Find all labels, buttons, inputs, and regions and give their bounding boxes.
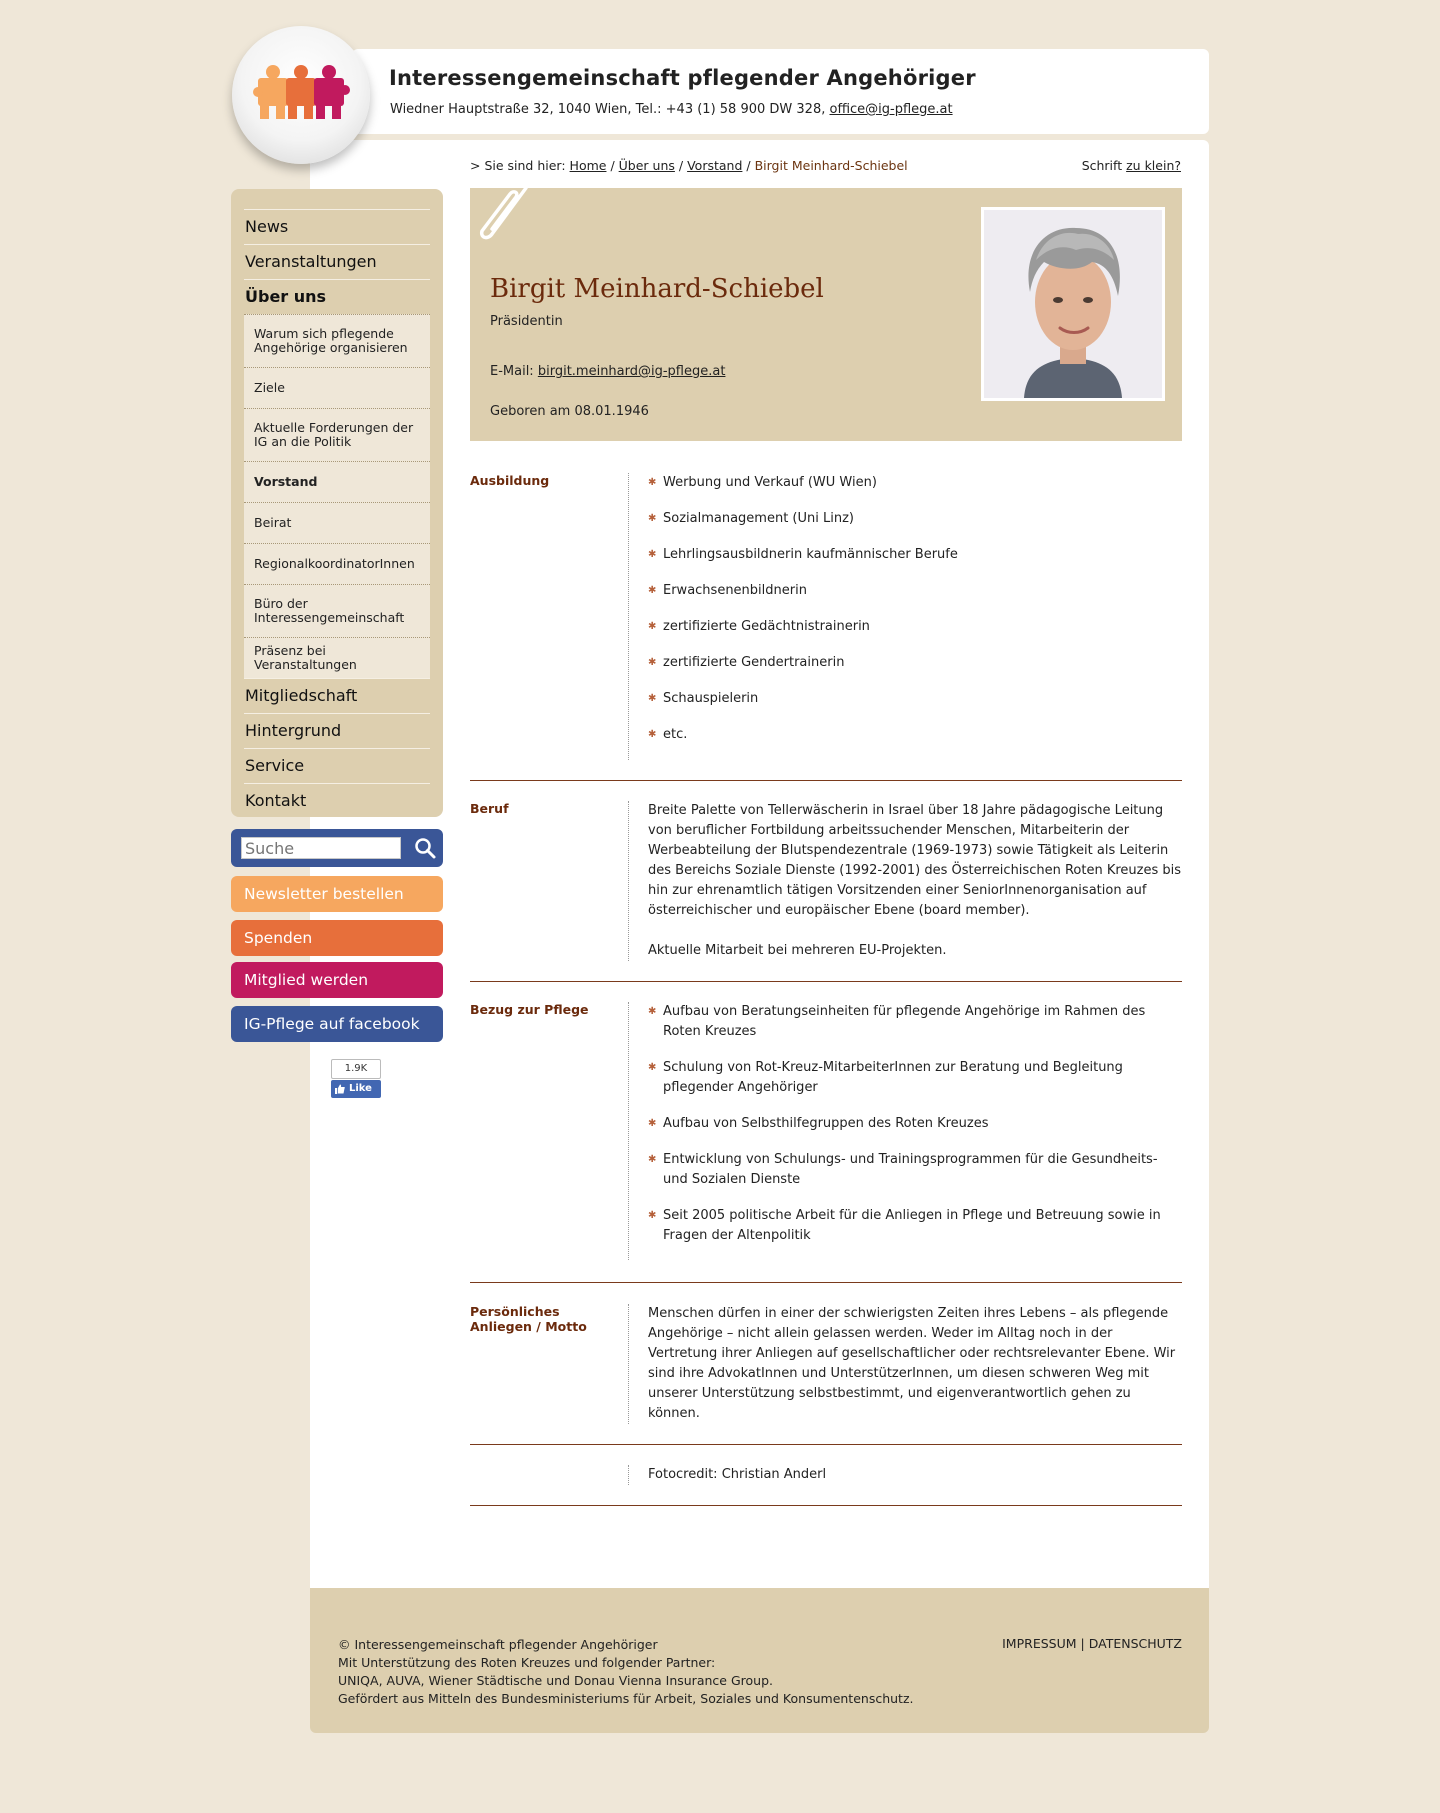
search-input[interactable] (241, 837, 401, 859)
search-box (231, 829, 443, 867)
subnav-item-warum[interactable]: Warum sich pflegende Angehörige organisieren (244, 314, 430, 367)
section-label: Persönliches Anliegen / Motto (470, 1304, 587, 1334)
paperclip-icon (476, 186, 532, 250)
profile-role: Präsidentin (490, 314, 563, 329)
subnav-item-beirat[interactable]: Beirat (244, 502, 430, 543)
section-content (628, 1465, 1182, 1485)
section-divider (470, 1282, 1182, 1283)
breadcrumb-ueber-uns[interactable]: Über uns (618, 158, 675, 173)
beruf-text-2: Aktuelle Mitarbeit bei mehreren EU-Projekten. (648, 943, 947, 958)
list-item: ✱ Seit 2005 politische Arbeit für die Anliegen in Pflege und Betreuung sowie in Fragen der Altenpolitik (648, 1206, 1182, 1246)
list-item: ✱ zertifizierte Gendertrainerin (648, 653, 1182, 673)
photo-credit: Fotocredit: Christian Anderl (648, 1467, 827, 1482)
list-item: ✱ zertifizierte Gedächtnistrainerin (648, 617, 1182, 637)
pflege-list (648, 1002, 1182, 1246)
main-navigation (244, 209, 430, 818)
footer-text (338, 1636, 913, 1708)
section-anliegen (470, 1304, 1182, 1445)
beruf-text: Breite Palette von Tellerwäscherin in Israel über 18 Jahre pädagogische Leitung von beruflicher Fortbildung arbeitssuchender Menschen, Mitarbeiterin der Werbeabteilung der Blutspendezentrale (1969-1973) sowie Tätigkeit als Leiterin des Bereichs Soziale Dienste (1992-2001) des Österreichischen Roten Kreuzes bis hin zur ehrenamtlich tätigen Vorsitzenden einer SeniorInnenorganisation auf österreichischer und europäischer Ebene (board member). (648, 803, 1181, 918)
section-content (628, 801, 1182, 961)
search-icon[interactable] (413, 836, 437, 860)
section-content (628, 1002, 1182, 1260)
breadcrumb-current: Birgit Meinhard-Schiebel (754, 158, 908, 173)
breadcrumb-separator: / (610, 158, 615, 173)
office-email-link[interactable]: office@ig-pflege.at (829, 102, 953, 117)
footer-copyright: © Interessengemeinschaft pflegender Angehöriger (338, 1637, 658, 1652)
font-size-control (1082, 158, 1181, 173)
section-divider (470, 981, 1182, 982)
list-item: ✱ Entwicklung von Schulungs- und Trainingsprogrammen für die Gesundheits- und Sozialen Dienste (648, 1150, 1182, 1190)
subnav-ueber-uns (244, 314, 430, 678)
section-label: Bezug zur Pflege (470, 1002, 589, 1017)
donate-button[interactable]: Spenden (231, 920, 443, 956)
breadcrumb-home[interactable]: Home (569, 158, 607, 173)
breadcrumb (470, 158, 908, 173)
section-label: Ausbildung (470, 473, 550, 488)
subnav-item-regionalkoordinatorinnen[interactable]: RegionalkoordinatorInnen (244, 543, 430, 584)
list-item: ✱ Schulung von Rot-Kreuz-MitarbeiterInnen zur Beratung und Begleitung pflegender Angehöriger (648, 1058, 1182, 1098)
subnav-item-praesenz[interactable]: Präsenz bei Veranstaltungen (244, 637, 430, 678)
site-title: Interessengemeinschaft pflegender Angehöriger (389, 66, 976, 90)
ausbildung-list (648, 473, 1182, 745)
become-member-button[interactable]: Mitglied werden (231, 962, 443, 998)
impressum-link[interactable]: IMPRESSUM (1002, 1636, 1077, 1651)
list-item: ✱ etc. (648, 725, 1182, 745)
list-item: ✱ Schauspielerin (648, 689, 1182, 709)
portrait-image (984, 210, 1162, 398)
profile-email (490, 364, 725, 379)
nav-item-ueber-uns[interactable]: Über uns (244, 279, 430, 314)
section-divider (470, 1444, 1182, 1445)
subnav-item-forderungen[interactable]: Aktuelle Forderungen der IG an die Politik (244, 408, 430, 461)
footer-support: Mit Unterstützung des Roten Kreuzes und folgender Partner: (338, 1655, 716, 1670)
newsletter-button[interactable]: Newsletter bestellen (231, 876, 443, 912)
nav-item-service[interactable]: Service (244, 748, 430, 783)
footer-partners: UNIQA, AUVA, Wiener Städtische und Donau Vienna Insurance Group. (338, 1673, 773, 1688)
list-item: ✱ Sozialmanagement (Uni Linz) (648, 509, 1182, 529)
breadcrumb-prefix: > Sie sind hier: (470, 158, 566, 173)
list-item: ✱ Aufbau von Beratungseinheiten für pflegende Angehörige im Rahmen des Roten Kreuzes (648, 1002, 1182, 1042)
list-item: ✱ Erwachsenenbildnerin (648, 581, 1182, 601)
profile-email-link[interactable]: birgit.meinhard@ig-pflege.at (537, 364, 726, 379)
breadcrumb-vorstand[interactable]: Vorstand (687, 158, 743, 173)
address-text: Wiedner Hauptstraße 32, 1040 Wien, Tel.: +43 (1) 58 900 DW 328, (390, 102, 826, 117)
header-bar (352, 49, 1209, 134)
nav-item-hintergrund[interactable]: Hintergrund (244, 713, 430, 748)
site-address (390, 102, 953, 117)
breadcrumb-separator: / (678, 158, 684, 173)
nav-item-news[interactable]: News (244, 209, 430, 244)
nav-item-kontakt[interactable]: Kontakt (244, 783, 430, 818)
footer-funding: Gefördert aus Mitteln des Bundesministeriums für Arbeit, Soziales und Konsumentenschutz. (338, 1691, 914, 1706)
footer-links (1002, 1636, 1182, 1651)
footer (310, 1588, 1209, 1733)
subnav-item-buero[interactable]: Büro der Interessengemeinschaft (244, 584, 430, 637)
subnav-item-vorstand[interactable]: Vorstand (244, 461, 430, 502)
section-label: Beruf (470, 801, 509, 816)
datenschutz-link[interactable]: DATENSCHUTZ (1088, 1636, 1182, 1651)
sidebar-nav (231, 189, 443, 817)
anliegen-text: Menschen dürfen in einer der schwierigsten Zeiten ihres Lebens – als pflegende Angehörige – nicht allein gelassen werden. Weder im Alltag noch in der Vertretung ihrer Anliegen auf gesellschaftlicher oder rechtsrelevanter Ebene. Wir sind ihre AdvokatInnen und UnterstützerInnen, um diesen schweren Weg mit unserer Unterstützung selbstbestimmt, und eigenverantwortlich gehen zu können. (648, 1306, 1176, 1421)
section-beruf (470, 801, 1182, 982)
section-content (628, 1304, 1182, 1424)
list-item: ✱ Werbung und Verkauf (WU Wien) (648, 473, 1182, 493)
email-label: E-Mail: (490, 364, 534, 379)
profile-card (470, 188, 1182, 441)
section-ausbildung (470, 473, 1182, 781)
footer-separator: | (1080, 1636, 1085, 1651)
like-button[interactable] (331, 1080, 381, 1098)
site-logo[interactable] (232, 26, 370, 164)
like-count: 1.9K (331, 1059, 381, 1079)
section-divider (470, 780, 1182, 781)
font-size-label: Schrift (1081, 158, 1123, 173)
font-size-link[interactable]: zu klein? (1126, 158, 1181, 173)
profile-birthdate: Geboren am 08.01.1946 (490, 404, 649, 419)
puzzle-people-icon (232, 26, 370, 164)
facebook-button[interactable]: IG-Pflege auf facebook (231, 1006, 443, 1042)
profile-name: Birgit Meinhard-Schiebel (490, 274, 824, 304)
list-item: ✱ Aufbau von Selbsthilfegruppen des Roten Kreuzes (648, 1114, 1182, 1134)
section-content (628, 473, 1182, 760)
facebook-like-widget (331, 1059, 381, 1099)
section-bezug-pflege (470, 1002, 1182, 1283)
like-label: Like (349, 1083, 372, 1094)
section-divider (470, 1505, 1182, 1506)
section-fotocredit (470, 1465, 1182, 1506)
profile-photo (981, 207, 1165, 401)
thumbs-up-icon (335, 1084, 345, 1094)
breadcrumb-separator: / (746, 158, 751, 173)
nav-item-veranstaltungen[interactable]: Veranstaltungen (244, 244, 430, 279)
subnav-item-ziele[interactable]: Ziele (244, 367, 430, 408)
nav-item-mitgliedschaft[interactable]: Mitgliedschaft (244, 678, 430, 713)
list-item: ✱ Lehrlingsausbildnerin kaufmännischer Berufe (648, 545, 1182, 565)
